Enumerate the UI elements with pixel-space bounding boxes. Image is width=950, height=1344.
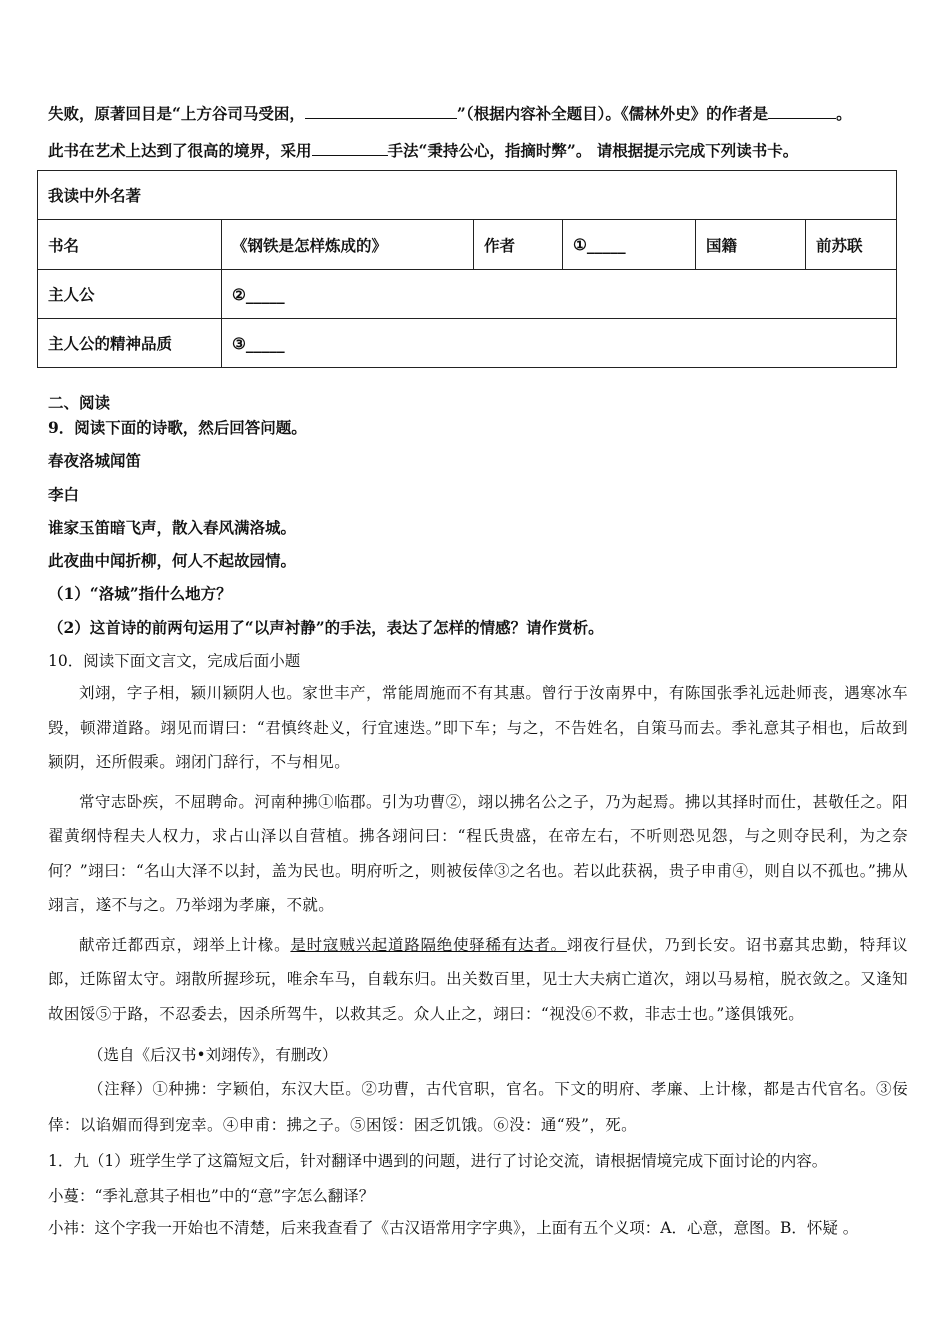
dialogue-xiaoman: 小蔓：“季礼意其子相也”中的“意”字怎么翻译？ [48, 1187, 375, 1205]
card-header: 我读中外名著 [38, 171, 897, 220]
subquestion-1: 1．九（1）班学生学了这篇短文后，针对翻译中遇到的问题，进行了讨论交流，请根据情境完成下面讨论的内容。 [48, 1152, 828, 1170]
spirit-label: 主人公的精神品质 [38, 319, 222, 368]
hero-label: 主人公 [38, 270, 222, 319]
book-value: 《钢铁是怎样炼成的》 [222, 220, 474, 270]
annotation-block [48, 1071, 908, 1143]
poem-author: 李白 [48, 485, 80, 504]
paragraph-3-start: 献帝迁都西京，翊举上计椽。 [79, 935, 291, 954]
classical-passage [48, 676, 908, 1031]
reading-card-table [37, 170, 897, 368]
hero-answer[interactable]: ②_____ [222, 270, 897, 319]
passage-paragraph-1: 刘翊，字子相，颍川颍阴人也。家世丰产，常能周施而不有其惠。曾行于汝南界中，有陈国张季礼远赴师丧，遇寒冰车毁，顿滞道路。翊见而谓曰：“君慎终赴义，行宜速迭。”即下车；与之，不告姓名，自策马而去。季礼意其子相也，后故到颍阴，还所假乘。翊闭门辞行，不与相见。 [48, 684, 908, 771]
section-title: 二、阅读 [48, 393, 111, 412]
book-label: 书名 [38, 220, 222, 270]
passage-paragraph-3 [48, 928, 908, 1032]
intro-line-1-end: 。 [836, 104, 852, 123]
annotation-text: （注释）①种拂：字颖伯，东汉大臣。②功曹，古代官职，官名。下文的明府、孝廉、上计椽，都是古代官名。③佞倖：以谄媚而得到宠幸。④申甫：拂之子。⑤困馁：困乏饥饿。⑥没：通“殁”，死。 [48, 1080, 908, 1134]
spirit-answer[interactable]: ③_____ [222, 319, 897, 368]
answer-blank[interactable] [305, 102, 457, 119]
question-9-1: （1）“洛城”指什么地方？ [48, 584, 232, 603]
passage-paragraph-2: 常守志卧疾，不屈聘命。河南种拂①临郡。引为功曹②，翊以拂名公之子，乃为起焉。拂以其择时而仕，甚敬任之。阳翟黄纲恃程夫人权力，求占山泽以自营植。拂各翊问曰：“程氏贵盛，在帝左右，不听则恐见怨，与之则夺民利，为之奈何？”翊曰：“名山大泽不以封，盖为民也。明府听之，则被佞倖③之名也。若以此获祸，贵子申甫④，则自以不孤也。”拂从翊言，遂不与之。乃举翊为孝廉，不就。 [48, 792, 908, 914]
intro-line-2-pre: 此书在艺术上达到了很高的境界，采用 [48, 141, 312, 160]
nation-value: 前苏联 [806, 220, 897, 270]
question-9-2: （2）这首诗的前两句运用了“以声衬静”的手法，表达了怎样的情感？请作赏析。 [48, 618, 604, 637]
author-label: 作者 [474, 220, 563, 270]
intro-line-1-mid: ”（根据内容补全题目）。《儒林外史》的作者是 [456, 104, 769, 123]
dialogue-xiaowei: 小祎：这个字我一开始也不清楚，后来我查看了《古汉语常用字字典》，上面有五个义项：A．心意，意图。B．怀疑 。 [48, 1219, 859, 1237]
author-answer[interactable]: ①_____ [563, 220, 696, 270]
intro-line-2-post: 手法“秉持公心，指摘时弊”。 请根据提示完成下列读书卡。 [387, 141, 799, 160]
passage-source: （选自《后汉书•刘翊传》，有删改） [88, 1046, 338, 1064]
question-10: 10．阅读下面文言文，完成后面小题 [48, 652, 301, 670]
intro-line-1-pre: 失败，原著回目是“上方谷司马受困， [48, 104, 305, 123]
paragraph-3-rest: 翊夜行昼伏，乃到长安。诏书嘉其忠勤，特拜议郎，迁陈留太守。翊散所握珍玩，唯余车马，自载东归。出关数百里，见士大夫病亡道次，翊以马易棺，脱衣敛之。又逢知故困馁⑤于路，不忍委去，因杀所驾牛，以救其乏。众人止之，翊曰：“视没⑥不救，非志士也。”遂俱饿死。 [48, 935, 908, 1023]
question-9: 9．阅读下面的诗歌，然后回答问题。 [48, 418, 307, 437]
poem-line-1: 谁家玉笛暗飞声，散入春风满洛城。 [48, 518, 297, 537]
intro-line-1 [48, 102, 852, 125]
answer-blank[interactable] [312, 139, 388, 156]
underlined-sentence: 是时寇贼兴起道路隔绝使驿稀有达者。 [290, 935, 567, 954]
intro-line-2 [48, 139, 798, 162]
nation-label: 国籍 [696, 220, 806, 270]
poem-title: 春夜洛城闻笛 [48, 451, 142, 470]
answer-blank[interactable] [768, 102, 836, 119]
poem-line-2: 此夜曲中闻折柳，何人不起故园情。 [48, 551, 297, 570]
